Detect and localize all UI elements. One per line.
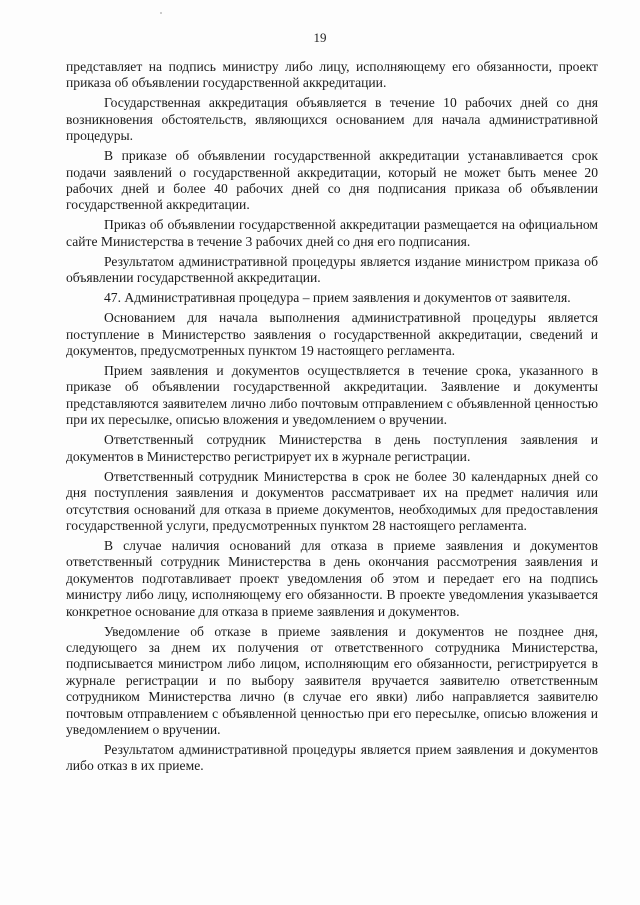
page-number: 19: [313, 30, 327, 45]
paragraph-continued: представляет на подпись министру либо лицу, исполняющему его обязанности, проект приказа об объявлении государственной аккредитации.: [66, 59, 598, 91]
paragraph: Основанием для начала выполнения административной процедуры является поступление в Министерство заявления о государственной аккредитации, сведений и документов, предусмотренных пунктом 19 настоящего регламента.: [66, 310, 598, 359]
scan-speck: [160, 12, 162, 14]
paragraph: В случае наличия оснований для отказа в приеме заявления и документов ответственный сотрудник Министерства в день окончания рассмотрения заявления и документов подготавливает проект уведомления об этом и передает его на подпись министру либо лицу, исполняющему его обязанности. В проекте уведомления указывается конкретное основание для отказа в приеме заявления и документов.: [66, 537, 598, 619]
paragraph: Приказ об объявлении государственной аккредитации размещается на официальном сайте Министерства в течение 3 рабочих дней со дня его подписания.: [66, 217, 598, 249]
paragraph: Ответственный сотрудник Министерства в срок не более 30 календарных дней со дня поступления заявления и документов рассматривает их на предмет наличия или отсутствия оснований для отказа в приеме документов, необходимых для предоставления государственной услуги, предусмотренных пунктом 28 настоящего регламента.: [66, 468, 598, 533]
paragraph: Уведомление об отказе в приеме заявления и документов не позднее дня, следующего за днем их получения от ответственного сотрудника Министерства, подписывается министром либо лицом, исполняющим его обязанности, регистрируется в журнале регистрации и по выбору заявителя вручается заявителю ответственным сотрудником Министерства лично (в случае его явки) либо направляется заявителю почтовым отправлением с объявленной ценностью при его пересылке, описью вложения и уведомлением о вручении.: [66, 623, 598, 737]
paragraph: Результатом административной процедуры является прием заявления и документов либо отказ в их приеме.: [66, 741, 598, 774]
paragraph: Прием заявления и документов осуществляется в течение срока, указанного в приказе об объявлении государственной аккредитации. Заявление и документы представляются заявителем лично либо почтовым отправлением с объявленной ценностью при их пересылке, описью вложения и уведомлением о вручении.: [66, 363, 598, 428]
paragraph: Ответственный сотрудник Министерства в день поступления заявления и документов в Министерство регистрирует их в журнале регистрации.: [66, 432, 598, 464]
paragraph: В приказе об объявлении государственной аккредитации устанавливается срок подачи заявлений о государственной аккредитации, который не может быть менее 20 рабочих дней и более 40 рабочих дней со дня подписания приказа об объявлении государственной аккредитации.: [66, 148, 598, 213]
paragraph: Результатом административной процедуры является издание министром приказа об объявлении государственной аккредитации.: [66, 253, 598, 286]
document-body: [66, 59, 598, 778]
paragraph: Государственная аккредитация объявляется в течение 10 рабочих дней со дня возникновения обстоятельств, являющихся основанием для начала административной процедуры.: [66, 95, 598, 144]
section-heading-paragraph: 47. Административная процедура – прием заявления и документов от заявителя.: [104, 290, 571, 306]
